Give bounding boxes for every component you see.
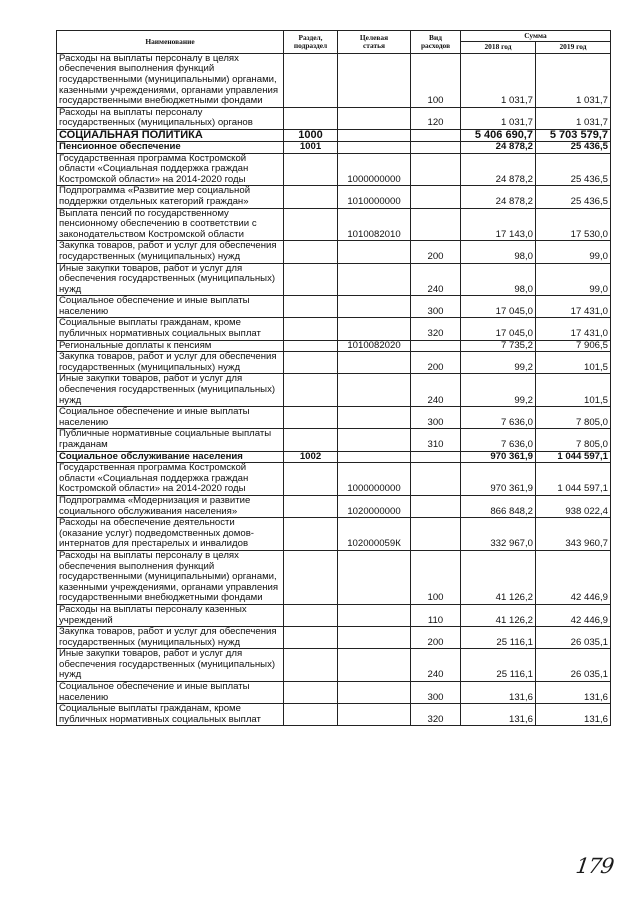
- cell-vid: [411, 129, 461, 141]
- cell-vid: 240: [411, 374, 461, 407]
- cell-razdel: [284, 495, 338, 517]
- page-number: 179: [574, 854, 615, 878]
- header-target: [338, 31, 411, 54]
- cell-2019: 7 805,0: [536, 407, 611, 429]
- cell-vid: 240: [411, 263, 461, 296]
- cell-target: 1000000000: [338, 463, 411, 496]
- cell-2019: 938 022,4: [536, 495, 611, 517]
- cell-target: 102000059К: [338, 518, 411, 551]
- cell-name: Иные закупки товаров, работ и услуг для обеспечения государственных (муниципальных) нужд: [57, 649, 284, 682]
- cell-vid: [411, 141, 461, 153]
- cell-target: [338, 407, 411, 429]
- cell-2018: 1 031,7: [461, 53, 536, 107]
- header-razdel-line1: Раздел,: [298, 32, 323, 42]
- cell-razdel: [284, 318, 338, 340]
- cell-2019: 99,0: [536, 241, 611, 263]
- cell-razdel: [284, 352, 338, 374]
- table-row: [57, 53, 611, 107]
- cell-name: Государственная программа Костромской области «Социальная поддержка граждан Костромской области» на 2014-2020 годы: [57, 463, 284, 496]
- cell-2018: 131,6: [461, 682, 536, 704]
- table-row: [57, 107, 611, 129]
- cell-2019: 101,5: [536, 374, 611, 407]
- cell-name: Подпрограмма «Развитие мер социальной поддержки отдельных категорий граждан»: [57, 186, 284, 208]
- cell-2018: 17 143,0: [461, 208, 536, 241]
- header-vid-line1: Вид: [429, 32, 442, 42]
- table-row: [57, 263, 611, 296]
- cell-razdel: [284, 208, 338, 241]
- cell-razdel: [284, 682, 338, 704]
- header-vid: [411, 31, 461, 54]
- cell-target: [338, 318, 411, 340]
- cell-2019: 26 035,1: [536, 649, 611, 682]
- cell-name: Закупка товаров, работ и услуг для обеспечения государственных (муниципальных) нужд: [57, 627, 284, 649]
- cell-2018: 98,0: [461, 263, 536, 296]
- table-row: [57, 129, 611, 141]
- cell-target: [338, 627, 411, 649]
- header-razdel-line2: подраздел: [293, 40, 328, 50]
- cell-vid: [411, 518, 461, 551]
- cell-2018: 1 031,7: [461, 107, 536, 129]
- header-year-2019: 2019 год: [536, 42, 611, 53]
- cell-2019: 1 044 597,1: [536, 451, 611, 463]
- cell-2018: 7 636,0: [461, 429, 536, 451]
- cell-2019: 101,5: [536, 352, 611, 374]
- cell-vid: 320: [411, 704, 461, 726]
- table-row: [57, 352, 611, 374]
- cell-target: [338, 451, 411, 463]
- cell-razdel: 1002: [284, 451, 338, 463]
- table-row: [57, 463, 611, 496]
- cell-name: Закупка товаров, работ и услуг для обеспечения государственных (муниципальных) нужд: [57, 241, 284, 263]
- cell-target: 1010082010: [338, 208, 411, 241]
- cell-2018: 99,2: [461, 352, 536, 374]
- cell-name: Публичные нормативные социальные выплаты гражданам: [57, 429, 284, 451]
- cell-razdel: [284, 463, 338, 496]
- cell-vid: 110: [411, 604, 461, 626]
- cell-target: 1020000000: [338, 495, 411, 517]
- table-row: [57, 141, 611, 153]
- cell-target: [338, 374, 411, 407]
- cell-2018: 41 126,2: [461, 550, 536, 604]
- cell-vid: 300: [411, 296, 461, 318]
- cell-name: Социальное обслуживание населения: [57, 451, 284, 463]
- cell-target: [338, 604, 411, 626]
- cell-vid: 310: [411, 429, 461, 451]
- cell-name: Иные закупки товаров, работ и услуг для обеспечения государственных (муниципальных) нужд: [57, 263, 284, 296]
- cell-target: [338, 429, 411, 451]
- cell-razdel: [284, 627, 338, 649]
- cell-target: [338, 296, 411, 318]
- cell-2019: 131,6: [536, 682, 611, 704]
- cell-razdel: [284, 340, 338, 352]
- cell-2018: 17 045,0: [461, 318, 536, 340]
- table-row: [57, 318, 611, 340]
- cell-razdel: [284, 374, 338, 407]
- cell-vid: 100: [411, 53, 461, 107]
- table-row: [57, 208, 611, 241]
- cell-vid: [411, 340, 461, 352]
- cell-vid: 200: [411, 241, 461, 263]
- cell-vid: [411, 463, 461, 496]
- cell-name: Выплата пенсий по государственному пенсионному обеспечению в соответствии с законодательством Костромской области: [57, 208, 284, 241]
- cell-2018: 7 636,0: [461, 407, 536, 429]
- cell-razdel: [284, 518, 338, 551]
- cell-target: 1010082020: [338, 340, 411, 352]
- budget-table: [56, 30, 611, 726]
- cell-target: [338, 107, 411, 129]
- cell-vid: 240: [411, 649, 461, 682]
- cell-target: [338, 352, 411, 374]
- cell-name: Расходы на выплаты персоналу государственных (муниципальных) органов: [57, 107, 284, 129]
- cell-name: Иные закупки товаров, работ и услуг для обеспечения государственных (муниципальных) нужд: [57, 374, 284, 407]
- table-row: [57, 627, 611, 649]
- cell-name: Подпрограмма «Модернизация и развитие социального обслуживания населения»: [57, 495, 284, 517]
- cell-name: Расходы на выплаты персоналу казенных учреждений: [57, 604, 284, 626]
- cell-razdel: [284, 604, 338, 626]
- table-row: [57, 429, 611, 451]
- cell-2018: 98,0: [461, 241, 536, 263]
- cell-razdel: 1001: [284, 141, 338, 153]
- cell-2018: 7 735,2: [461, 340, 536, 352]
- table-row: [57, 604, 611, 626]
- cell-target: [338, 682, 411, 704]
- cell-name: Расходы на выплаты персоналу в целях обеспечения выполнения функций государственными (муниципальными) органами, казенными учреждениями, органами управления государственными внебюджетными фондами: [57, 550, 284, 604]
- cell-vid: [411, 153, 461, 186]
- table-row: [57, 495, 611, 517]
- cell-name: Государственная программа Костромской области «Социальная поддержка граждан Костромской области» на 2014-2020 годы: [57, 153, 284, 186]
- table-row: [57, 550, 611, 604]
- header-target-line1: Целевая: [359, 32, 389, 42]
- table-row: [57, 407, 611, 429]
- cell-2018: 41 126,2: [461, 604, 536, 626]
- cell-target: [338, 263, 411, 296]
- cell-2018: 970 361,9: [461, 463, 536, 496]
- cell-vid: 100: [411, 550, 461, 604]
- cell-razdel: [284, 107, 338, 129]
- cell-name: Социальные выплаты гражданам, кроме публичных нормативных социальных выплат: [57, 318, 284, 340]
- cell-vid: 320: [411, 318, 461, 340]
- cell-2019: 99,0: [536, 263, 611, 296]
- cell-target: [338, 129, 411, 141]
- cell-2019: 17 530,0: [536, 208, 611, 241]
- cell-razdel: [284, 704, 338, 726]
- cell-2018: 24 878,2: [461, 186, 536, 208]
- cell-2019: 1 031,7: [536, 53, 611, 107]
- table-body: [57, 53, 611, 726]
- cell-2019: 1 031,7: [536, 107, 611, 129]
- table-row: [57, 153, 611, 186]
- cell-2019: 5 703 579,7: [536, 129, 611, 141]
- cell-2019: 7 906,5: [536, 340, 611, 352]
- cell-vid: 200: [411, 352, 461, 374]
- cell-2018: 99,2: [461, 374, 536, 407]
- cell-target: [338, 550, 411, 604]
- cell-target: [338, 141, 411, 153]
- cell-target: [338, 241, 411, 263]
- cell-razdel: [284, 649, 338, 682]
- cell-2019: 25 436,5: [536, 141, 611, 153]
- header-target-line2: статья: [362, 40, 386, 50]
- cell-2018: 24 878,2: [461, 141, 536, 153]
- cell-name: Расходы на обеспечение деятельности (оказание услуг) подведомственных домов-интернатов для престарелых и инвалидов: [57, 518, 284, 551]
- table-row: [57, 649, 611, 682]
- cell-razdel: [284, 53, 338, 107]
- cell-vid: 300: [411, 682, 461, 704]
- cell-2018: 25 116,1: [461, 627, 536, 649]
- cell-razdel: [284, 153, 338, 186]
- cell-razdel: 1000: [284, 129, 338, 141]
- table-row: [57, 451, 611, 463]
- cell-2019: 42 446,9: [536, 550, 611, 604]
- cell-2018: 5 406 690,7: [461, 129, 536, 141]
- cell-2019: 7 805,0: [536, 429, 611, 451]
- cell-razdel: [284, 550, 338, 604]
- cell-2019: 17 431,0: [536, 318, 611, 340]
- table-row: [57, 340, 611, 352]
- cell-2018: 970 361,9: [461, 451, 536, 463]
- cell-razdel: [284, 429, 338, 451]
- cell-2019: 1 044 597,1: [536, 463, 611, 496]
- header-razdel: [284, 31, 338, 54]
- cell-2018: 17 045,0: [461, 296, 536, 318]
- cell-name: Социальное обеспечение и иные выплаты населению: [57, 296, 284, 318]
- table-row: [57, 241, 611, 263]
- cell-vid: 120: [411, 107, 461, 129]
- cell-target: 1000000000: [338, 153, 411, 186]
- cell-name: Региональные доплаты к пенсиям: [57, 340, 284, 352]
- table-row: [57, 186, 611, 208]
- table-header: [57, 31, 611, 54]
- cell-2019: 131,6: [536, 704, 611, 726]
- cell-name: СОЦИАЛЬНАЯ ПОЛИТИКА: [57, 129, 284, 141]
- header-sum: Сумма: [461, 31, 611, 42]
- table-row: [57, 704, 611, 726]
- cell-2019: 42 446,9: [536, 604, 611, 626]
- cell-razdel: [284, 407, 338, 429]
- cell-2019: 343 960,7: [536, 518, 611, 551]
- cell-razdel: [284, 241, 338, 263]
- cell-2019: 25 436,5: [536, 153, 611, 186]
- cell-2018: 131,6: [461, 704, 536, 726]
- cell-razdel: [284, 296, 338, 318]
- cell-name: Социальное обеспечение и иные выплаты населению: [57, 407, 284, 429]
- cell-razdel: [284, 186, 338, 208]
- cell-vid: 200: [411, 627, 461, 649]
- table-row: [57, 374, 611, 407]
- header-name: Наименование: [57, 31, 284, 54]
- cell-vid: [411, 208, 461, 241]
- cell-name: Закупка товаров, работ и услуг для обеспечения государственных (муниципальных) нужд: [57, 352, 284, 374]
- header-year-2018: 2018 год: [461, 42, 536, 53]
- cell-target: [338, 649, 411, 682]
- table-row: [57, 296, 611, 318]
- cell-name: Социальные выплаты гражданам, кроме публичных нормативных социальных выплат: [57, 704, 284, 726]
- cell-vid: [411, 451, 461, 463]
- cell-2019: 26 035,1: [536, 627, 611, 649]
- cell-target: [338, 704, 411, 726]
- cell-2019: 17 431,0: [536, 296, 611, 318]
- cell-2018: 332 967,0: [461, 518, 536, 551]
- cell-razdel: [284, 263, 338, 296]
- cell-2019: 25 436,5: [536, 186, 611, 208]
- cell-target: [338, 53, 411, 107]
- header-vid-line2: расходов: [420, 40, 451, 50]
- table-row: [57, 682, 611, 704]
- cell-name: Пенсионное обеспечение: [57, 141, 284, 153]
- cell-2018: 866 848,2: [461, 495, 536, 517]
- cell-2018: 25 116,1: [461, 649, 536, 682]
- cell-2018: 24 878,2: [461, 153, 536, 186]
- table-row: [57, 518, 611, 551]
- cell-vid: [411, 495, 461, 517]
- cell-name: Расходы на выплаты персоналу в целях обеспечения выполнения функций государственными (муниципальными) органами, казенными учреждениями, органами управления государственными внебюджетными фондами: [57, 53, 284, 107]
- cell-target: 1010000000: [338, 186, 411, 208]
- cell-name: Социальное обеспечение и иные выплаты населению: [57, 682, 284, 704]
- cell-vid: [411, 186, 461, 208]
- cell-vid: 300: [411, 407, 461, 429]
